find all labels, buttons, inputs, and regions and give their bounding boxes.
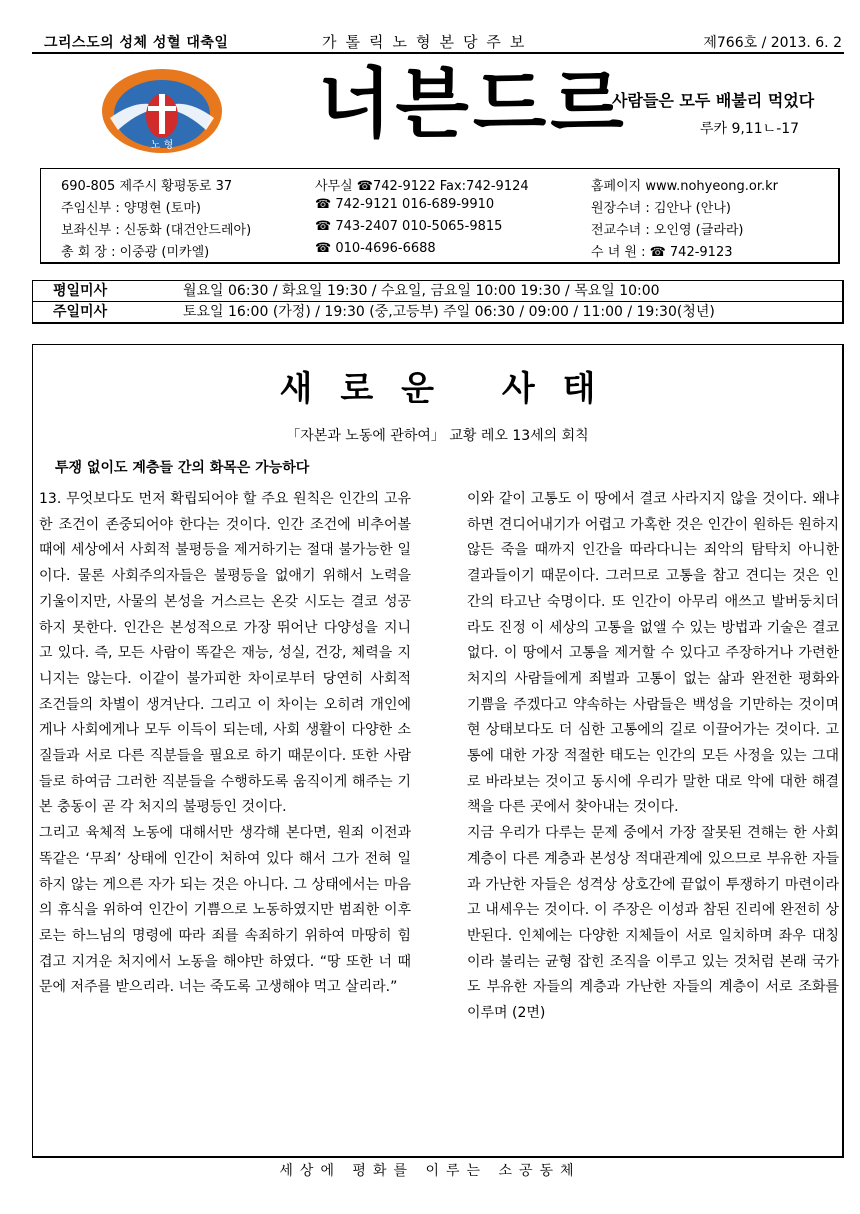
top-rule xyxy=(32,52,844,54)
right-paragraph-2: 지금 우리가 다루는 문제 중에서 가장 잘못된 견해는 한 사회 계층이 다른 계층과 본성상 적대관계에 있으므로 부유한 자들과 가난한 자들은 성격상 상호간에 끝없이 투쟁하기 마련이라고 내세우는 것이다. 이 주장은 이성과 참된 진리에 완전히 상반된다. 인체에는 다양한 지체들이 서로 일치하며 좌우 대칭이라 불리는 균형 잡힌 조직을 이루고 있는 것처럼 본래 국가도 부유한 자들의 계층과 가난한 자들의 계층이 서로 조화를 이루며 (2면) xyxy=(467,825,839,1022)
article-left-column xyxy=(39,487,411,1001)
homepage: 홈페이지 www.nohyeong.or.kr xyxy=(591,179,779,194)
mass-schedule xyxy=(32,280,844,324)
logo-cross-vertical xyxy=(159,94,165,134)
assistant-priest: 보좌신부 : 신동화 (대건안드레아) xyxy=(61,223,252,238)
pastor-phone: ☎ 742-9121 016-689-9910 xyxy=(315,197,495,212)
right-paragraph-1: 이와 같이 고통도 이 땅에서 결코 사라지지 않을 것이다. 왜냐하면 견디어내기가 어렵고 가혹한 것은 인간이 원하든 원하지 않든 죽을 때까지 인간을 따라다니는 죄악의 탐탁치 아니한 결과들이기 때문이다. 그러므로 고통을 참고 견디는 것은 인간의 타고난 숙명이다. 또 인간이 아무리 애쓰고 발버둥치더라도 진정 이 세상의 고통을 없앨 수 있는 방법과 기술은 결코 없다. 이 땅에서 고통을 제거할 수 있다고 주장하거나 가련한 처지의 사람들에게 죄벌과 고통이 없는 삶과 완전한 평화와 기쁨을 주겠다고 약속하는 사람들은 백성을 기만하는 것이며 현 상태보다도 더 심한 고통에의 길로 이끌어가는 것이다. 고통에 대한 가장 적절한 태도는 인간의 모든 사정을 있는 그대로 바라보는 것이고 동시에 우리가 말한 대로 악에 대한 해결책을 다른 곳에서 찾아내는 것이다. xyxy=(467,491,839,816)
weekday-mass-row xyxy=(33,281,842,302)
council-phone: ☎ 010-4696-6688 xyxy=(315,241,436,256)
left-paragraph-1: 13. 무엇보다도 먼저 확립되어야 할 주요 원칙은 인간의 고유한 조건이 존중되어야 한다는 것이다. 인간 조건에 비추어볼 때에 세상에서 사회적 불평등을 제거하기는 절대 불가능한 일이다. 물론 사회주의자들은 불평등을 없애기 위해서 노력을 기울이지만, 사물의 본성을 거스르는 온갖 시도는 결코 성공하지 못한다. 인간은 본성적으로 가장 뛰어난 다양성을 지니고 있다. 즉, 모든 사람이 똑같은 재능, 성실, 건강, 체력을 지니지는 않는다. 이같이 불가피한 차이로부터 당연히 사회적 조건들의 차별이 생겨난다. 그리고 이 차이는 오히려 개인에게나 사회에게나 모두 이득이 되는데, 사회 생활이 다양한 소질들과 서로 다른 직분들을 필요로 하기 때문이다. 또한 사람들로 하여금 그러한 직분들을 수행하도록 움직이게 해주는 기본 충동이 곧 각 처지의 불평등인 것이다. xyxy=(39,491,411,816)
article-subtitle: 「자본과 노동에 관하여」 교황 레오 13세의 회칙 xyxy=(286,428,589,444)
feast-name: 그리스도의 성체 성혈 대축일 xyxy=(44,35,229,51)
footer-slogan: 세상에 평화를 이루는 소공동체 xyxy=(279,1163,581,1179)
weekday-mass-label: 평일미사 xyxy=(53,283,108,299)
superior-sister: 원장수녀 : 김안나 (안나) xyxy=(591,201,731,216)
left-paragraph-2: 그리고 육체적 노동에 대해서만 생각해 본다면, 원죄 이전과 똑같은 ‘무죄’ 상태에 인간이 처하여 있다 해서 그가 전혀 일하지 않는 게으른 자가 되는 것은 아니다. 그 상태에서는 마음의 휴식을 위하여 인간이 기쁨으로 노동하였지만 범죄한 이후로는 하느님의 명령에 따라 죄를 속죄하기 위하여 마땅히 힘겹고 지겨운 처지에서 노동을 해야만 하였다. “땅 또한 너 때문에 저주를 받으리라. 너는 죽도록 고생해야 먹고 살리라.” xyxy=(39,825,411,996)
article-heading: 투쟁 없이도 계층들 간의 화목은 가능하다 xyxy=(55,460,310,476)
sunday-mass-row xyxy=(33,302,842,323)
masthead-motto: 사람들은 모두 배불리 먹었다 xyxy=(612,91,815,110)
logo-text: 노 형 xyxy=(150,140,174,151)
sunday-mass-label: 주일미사 xyxy=(53,304,108,320)
council-president: 총 회 장 : 이중광 (미카엘) xyxy=(61,245,210,260)
office-phone: 사무실 ☎742-9122 Fax:742-9124 xyxy=(315,179,529,194)
assistant-phone: ☎ 743-2407 010-5065-9815 xyxy=(315,219,503,234)
article-title: 새로운 사태 xyxy=(279,369,624,409)
convent-phone: 수 녀 원 : ☎ 742-9123 xyxy=(591,245,733,260)
pastor: 주임신부 : 양명현 (토마) xyxy=(61,201,201,216)
issue-number: 제766호 / 2013. 6. 2 xyxy=(703,35,842,51)
sunday-mass-times: 토요일 16:00 (가정) / 19:30 (중,고등부) 주일 06:30 / 09:00 / 11:00 / 19:30(청년) xyxy=(183,304,715,320)
weekday-mass-times: 월요일 06:30 / 화요일 19:30 / 수요일, 금요일 10:00 19:30 / 목요일 10:00 xyxy=(183,283,660,299)
masthead-title: 너븐드르 xyxy=(318,59,628,148)
parish-bulletin-title: 가톨릭노형본당주보 xyxy=(322,33,534,51)
logo-cross-horizontal xyxy=(148,106,176,111)
parish-info-box xyxy=(40,168,840,264)
article-right-column xyxy=(467,487,839,1027)
parish-logo xyxy=(100,66,224,156)
top-bar xyxy=(32,30,844,52)
article-box xyxy=(32,344,844,1158)
mission-sister: 전교수녀 : 오인영 (글라라) xyxy=(591,223,744,238)
parish-address: 690-805 제주시 황평동로 37 xyxy=(61,179,233,194)
masthead-verse: 루카 9,11ㄴ-17 xyxy=(700,121,800,137)
